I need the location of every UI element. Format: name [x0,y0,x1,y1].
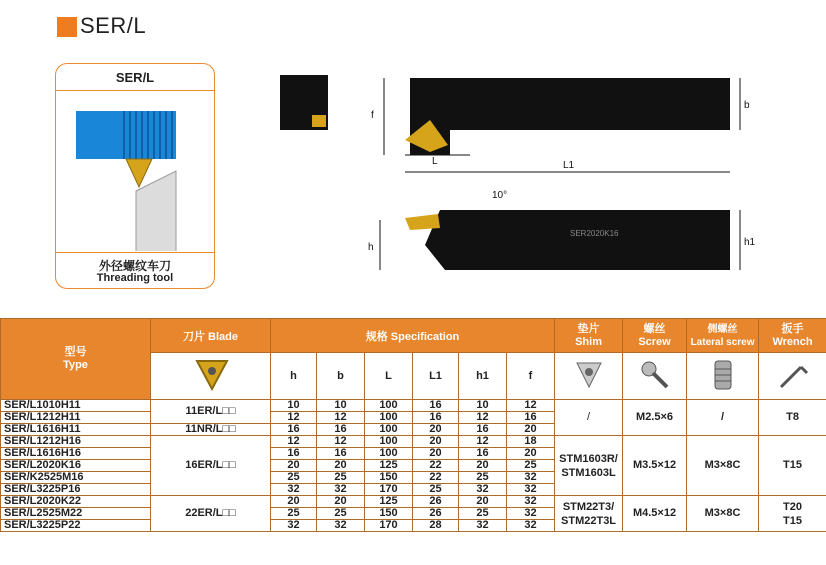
value-cell: 26 [413,508,459,520]
wrench-cell: T8 [759,400,826,436]
value-cell: 170 [365,520,413,532]
value-cell: 20 [317,496,365,508]
value-cell: 20 [271,460,317,472]
col-f: f [507,353,555,400]
dim-L: L [432,156,438,167]
shim-icon-cell [555,353,623,400]
value-cell: 16 [507,412,555,424]
blade-cell: 16ER/L□□ [151,436,271,496]
value-cell: 16 [459,448,507,460]
col-L1: L1 [413,353,459,400]
value-cell: 10 [317,400,365,412]
value-cell: 10 [271,400,317,412]
value-cell: 32 [507,472,555,484]
value-cell: 20 [459,460,507,472]
value-cell: 16 [317,424,365,436]
value-cell: 26 [413,496,459,508]
model-cell: SER/L1010H11 [1,400,151,412]
wrench-line: T20 [783,500,803,513]
model-cell: SER/L2525M22 [1,508,151,520]
screw-header: 螺丝 Screw [623,319,687,353]
caption-cn: 外径螺纹车刀 [98,259,171,273]
value-cell: 32 [317,484,365,496]
lateral-screw-cell: M3×8C [687,496,759,532]
screw-cell: M2.5×6 [623,400,687,436]
model-cell: SER/L1616H16 [1,448,151,460]
table-row [1,400,826,412]
blade-cell: 11NR/L□□ [151,424,271,436]
value-cell: 25 [317,508,365,520]
value-cell: 32 [459,520,507,532]
value-cell: 20 [413,436,459,448]
page-title: SER/L [80,13,147,38]
value-cell: 25 [271,472,317,484]
model-cell: SER/L2020K16 [1,460,151,472]
value-cell: 25 [317,472,365,484]
col-L: L [365,353,413,400]
value-cell: 25 [459,472,507,484]
lateral-screw-cell: M3×8C [687,436,759,496]
screw-icon-cell [623,353,687,400]
dim-b: b [744,100,750,111]
value-cell: 12 [459,412,507,424]
col-h: h [271,353,317,400]
model-cell: SER/K2525M16 [1,472,151,484]
screw-icon [637,357,673,393]
value-cell: 125 [365,460,413,472]
dim-h: h [368,242,374,253]
value-cell: 125 [365,496,413,508]
table-row [1,436,826,448]
threading-illustration [56,91,214,251]
value-cell: 170 [365,484,413,496]
value-cell: 28 [413,520,459,532]
value-cell: 20 [507,424,555,436]
spec-table [0,318,826,532]
shim-line: STM1603L [561,466,616,479]
value-cell: 25 [459,508,507,520]
card-divider [56,252,214,253]
lateral-screw-icon [705,357,741,393]
value-cell: 25 [413,484,459,496]
col-b: b [317,353,365,400]
side-view [425,210,730,270]
lateral-screw-header: 侧螺丝 Lateral screw [687,319,759,353]
screw-cell: M4.5×12 [623,496,687,532]
shim-cell: / [555,400,623,436]
model-cell: SER/L3225P22 [1,520,151,532]
wrench-cell [759,496,826,532]
card-title: SER/L [115,70,155,85]
model-cell: SER/L1212H16 [1,436,151,448]
type-header: 型号 Type [1,319,151,400]
model-cell: SER/L3225P16 [1,484,151,496]
tool-diagram-card [55,63,215,289]
value-cell: 32 [507,484,555,496]
model-cell: SER/L1212H11 [1,412,151,424]
value-cell: 22 [413,472,459,484]
value-cell: 20 [413,448,459,460]
value-cell: 100 [365,448,413,460]
value-cell: 100 [365,400,413,412]
value-cell: 16 [459,424,507,436]
tool-technical-drawing [270,60,770,290]
blade-cell: 22ER/L□□ [151,496,271,532]
value-cell: 32 [317,520,365,532]
blade-icon-cell [151,353,271,400]
value-cell: 150 [365,508,413,520]
shim-line: STM22T3L [561,514,617,527]
value-cell: 16 [413,400,459,412]
model-cell: SER/L1616H11 [1,424,151,436]
insert-icon [126,159,152,187]
blade-header: 刀片 Blade [151,319,271,353]
wrench-icon [775,357,811,393]
value-cell: 22 [413,460,459,472]
title-marker [57,17,77,37]
dim-L1: L1 [563,160,575,171]
value-cell: 100 [365,412,413,424]
value-cell: 20 [459,496,507,508]
wrench-icon-cell [759,353,826,400]
value-cell: 20 [271,496,317,508]
shim-line: STM22T3/ [562,500,615,513]
model-cell: SER/L2020K22 [1,496,151,508]
wrench-line: T15 [783,514,803,527]
shim-icon [571,357,607,393]
shim-line: STM1603R/ [559,452,618,465]
value-cell: 100 [365,424,413,436]
dim-f: f [371,110,374,121]
insert-icon [191,357,231,393]
shim-header: 垫片 Shim [555,319,623,353]
value-cell: 100 [365,436,413,448]
value-cell: 25 [271,508,317,520]
dim-h1: h1 [744,237,756,248]
screw-cell: M3.5×12 [623,436,687,496]
value-cell: 12 [459,436,507,448]
value-cell: 32 [507,496,555,508]
value-cell: 16 [271,448,317,460]
blade-cell: 11ER/L□□ [151,400,271,424]
value-cell: 18 [507,436,555,448]
value-cell: 32 [459,484,507,496]
lateral-screw-icon-cell [687,353,759,400]
lateral-screw-cell: / [687,400,759,436]
value-cell: 20 [317,460,365,472]
value-cell: 32 [271,484,317,496]
shim-cell [555,496,623,532]
col-h1: h1 [459,353,507,400]
value-cell: 16 [271,424,317,436]
table-row [1,496,826,508]
shank-marking: SER2020K16 [570,229,619,238]
value-cell: 32 [507,520,555,532]
value-cell: 12 [507,400,555,412]
value-cell: 20 [413,424,459,436]
value-cell: 20 [507,448,555,460]
value-cell: 32 [271,520,317,532]
shim-cell [555,436,623,496]
value-cell: 12 [271,436,317,448]
dim-angle: 10° [492,190,508,201]
value-cell: 12 [317,436,365,448]
wrench-cell: T15 [759,436,826,496]
value-cell: 32 [507,508,555,520]
value-cell: 16 [413,412,459,424]
caption-en: Threading tool [96,272,174,284]
value-cell: 16 [317,448,365,460]
wrench-header: 扳手 Wrench [759,319,826,353]
spec-header: 规格 Specification [271,319,555,353]
value-cell: 10 [459,400,507,412]
value-cell: 12 [271,412,317,424]
value-cell: 12 [317,412,365,424]
top-view [410,78,730,155]
value-cell: 25 [507,460,555,472]
value-cell: 150 [365,472,413,484]
